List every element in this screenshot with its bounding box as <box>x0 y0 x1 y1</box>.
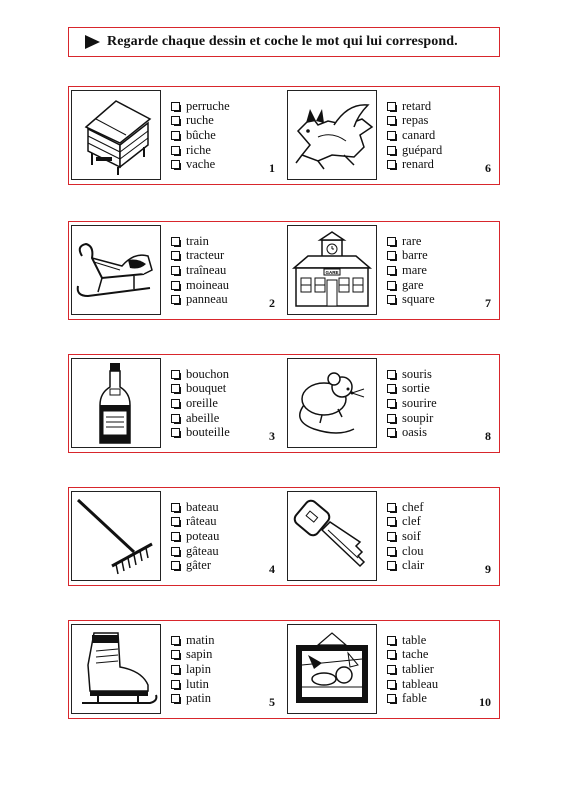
option[interactable]: matin <box>171 633 214 648</box>
option[interactable]: bateau <box>171 500 219 515</box>
checkbox-icon[interactable] <box>171 547 180 556</box>
option[interactable]: bouchon <box>171 367 230 382</box>
rake-picture <box>71 491 161 581</box>
option[interactable]: vache <box>171 157 230 172</box>
instruction-box <box>68 27 500 57</box>
exercise-number: 1 <box>269 161 275 175</box>
exercise-number: 7 <box>485 296 491 310</box>
checkbox-icon[interactable] <box>387 665 396 674</box>
checkbox-icon[interactable] <box>387 370 396 379</box>
exercise-3 <box>69 355 285 452</box>
option[interactable]: tache <box>387 648 438 663</box>
option[interactable]: chef <box>387 500 424 515</box>
option[interactable]: clef <box>387 515 424 530</box>
option[interactable]: moineau <box>171 278 229 293</box>
bottle-picture <box>71 358 161 448</box>
option[interactable]: poteau <box>171 529 219 544</box>
option[interactable]: sourire <box>387 396 437 411</box>
checkbox-icon[interactable] <box>387 547 396 556</box>
option[interactable]: oreille <box>171 396 230 411</box>
exercise-1 <box>69 87 285 184</box>
exercise-number: 5 <box>269 695 275 709</box>
option[interactable]: guépard <box>387 143 442 158</box>
arrow-icon <box>85 35 100 49</box>
fox-icon <box>288 91 376 179</box>
option[interactable]: clou <box>387 544 424 559</box>
option[interactable]: lapin <box>171 662 214 677</box>
option[interactable]: gâteau <box>171 544 219 559</box>
option[interactable]: tablier <box>387 662 438 677</box>
mouse-icon <box>288 359 376 447</box>
option[interactable]: bouteille <box>171 425 230 440</box>
checkbox-icon[interactable] <box>171 428 180 437</box>
checkbox-icon[interactable] <box>171 116 180 125</box>
checkbox-icon[interactable] <box>171 266 180 275</box>
checkbox-icon[interactable] <box>171 650 180 659</box>
framed-painting-icon <box>288 625 376 713</box>
checkbox-icon[interactable] <box>171 146 180 155</box>
checkbox-icon[interactable] <box>171 636 180 645</box>
option[interactable]: gâter <box>171 558 219 573</box>
checkbox-icon[interactable] <box>387 251 396 260</box>
option[interactable]: tableau <box>387 677 438 692</box>
checkbox-icon[interactable] <box>387 503 396 512</box>
checkbox-icon[interactable] <box>171 102 180 111</box>
ice-skate-icon <box>72 625 160 713</box>
option[interactable]: râteau <box>171 515 219 530</box>
key-picture <box>287 491 377 581</box>
checkbox-icon[interactable] <box>387 295 396 304</box>
framed-painting-picture <box>287 624 377 714</box>
exercise-row <box>68 487 500 586</box>
beehive-picture <box>71 90 161 180</box>
exercise-7 <box>285 222 501 319</box>
option[interactable]: renard <box>387 157 442 172</box>
checkbox-icon[interactable] <box>171 503 180 512</box>
checkbox-icon[interactable] <box>387 384 396 393</box>
option[interactable]: perruche <box>171 99 230 114</box>
checkbox-icon[interactable] <box>387 146 396 155</box>
exercise-number: 2 <box>269 296 275 310</box>
option[interactable]: clair <box>387 558 424 573</box>
checkbox-icon[interactable] <box>387 281 396 290</box>
ice-skate-picture <box>71 624 161 714</box>
exercise-9 <box>285 488 501 585</box>
beehive-icon <box>72 91 160 179</box>
mouse-picture <box>287 358 377 448</box>
option[interactable]: patin <box>171 691 214 706</box>
option[interactable]: canard <box>387 128 442 143</box>
exercise-number: 9 <box>485 562 491 576</box>
option[interactable]: gare <box>387 278 435 293</box>
instruction-text: Regarde chaque dessin et coche le mot qui lui correspond. <box>107 34 458 49</box>
exercise-row <box>68 620 500 719</box>
checkbox-icon[interactable] <box>387 636 396 645</box>
option[interactable]: sortie <box>387 382 437 397</box>
fox-picture <box>287 90 377 180</box>
option[interactable]: soif <box>387 529 424 544</box>
checkbox-icon[interactable] <box>387 680 396 689</box>
exercise-5 <box>69 621 285 718</box>
key-icon <box>288 492 376 580</box>
option[interactable]: square <box>387 292 435 307</box>
checkbox-icon[interactable] <box>387 160 396 169</box>
exercise-number: 4 <box>269 562 275 576</box>
checkbox-icon[interactable] <box>387 399 396 408</box>
checkbox-icon[interactable] <box>387 237 396 246</box>
checkbox-icon[interactable] <box>171 370 180 379</box>
option[interactable]: rare <box>387 234 435 249</box>
checkbox-icon[interactable] <box>171 160 180 169</box>
exercise-row <box>68 86 500 185</box>
train-station-picture <box>287 225 377 315</box>
exercise-row <box>68 221 500 320</box>
option[interactable]: table <box>387 633 438 648</box>
exercise-6 <box>285 87 501 184</box>
checkbox-icon[interactable] <box>171 532 180 541</box>
checkbox-icon[interactable] <box>171 665 180 674</box>
option[interactable]: retard <box>387 99 442 114</box>
checkbox-icon[interactable] <box>387 561 396 570</box>
checkbox-icon[interactable] <box>387 131 396 140</box>
exercise-number: 10 <box>479 695 491 709</box>
exercise-number: 8 <box>485 429 491 443</box>
checkbox-icon[interactable] <box>171 251 180 260</box>
bottle-icon <box>72 359 160 447</box>
checkbox-icon[interactable] <box>171 680 180 689</box>
option[interactable]: mare <box>387 263 435 278</box>
option[interactable]: lutin <box>171 677 214 692</box>
option[interactable]: soupir <box>387 411 437 426</box>
checkbox-icon[interactable] <box>171 517 180 526</box>
option[interactable]: repas <box>387 114 442 129</box>
checkbox-icon[interactable] <box>387 266 396 275</box>
station-sign-text: GARE <box>325 270 339 276</box>
option[interactable]: tracteur <box>171 249 229 264</box>
option[interactable]: oasis <box>387 425 437 440</box>
checkbox-icon[interactable] <box>171 694 180 703</box>
checkbox-icon[interactable] <box>387 517 396 526</box>
checkbox-icon[interactable] <box>171 561 180 570</box>
checkbox-icon[interactable] <box>387 116 396 125</box>
checkbox-icon[interactable] <box>387 102 396 111</box>
exercise-2 <box>69 222 285 319</box>
exercise-10 <box>285 621 501 718</box>
exercise-row <box>68 354 500 453</box>
option[interactable]: abeille <box>171 411 230 426</box>
option[interactable]: fable <box>387 691 438 706</box>
rake-icon <box>72 492 160 580</box>
checkbox-icon[interactable] <box>171 384 180 393</box>
option[interactable]: ruche <box>171 114 230 129</box>
option[interactable]: panneau <box>171 292 229 307</box>
option[interactable]: bouquet <box>171 382 230 397</box>
option[interactable]: souris <box>387 367 437 382</box>
checkbox-icon[interactable] <box>387 532 396 541</box>
option[interactable]: train <box>171 234 229 249</box>
exercise-4 <box>69 488 285 585</box>
checkbox-icon[interactable] <box>387 414 396 423</box>
option[interactable]: bûche <box>171 128 230 143</box>
option[interactable]: sapin <box>171 648 214 663</box>
checkbox-icon[interactable] <box>171 414 180 423</box>
option[interactable]: barre <box>387 249 435 264</box>
exercise-8 <box>285 355 501 452</box>
train-station-icon <box>288 226 376 314</box>
exercise-number: 6 <box>485 161 491 175</box>
checkbox-icon[interactable] <box>171 399 180 408</box>
sled-icon <box>72 226 160 314</box>
sled-picture <box>71 225 161 315</box>
checkbox-icon[interactable] <box>387 650 396 659</box>
checkbox-icon[interactable] <box>171 281 180 290</box>
option[interactable]: traîneau <box>171 263 229 278</box>
checkbox-icon[interactable] <box>171 295 180 304</box>
exercise-number: 3 <box>269 429 275 443</box>
checkbox-icon[interactable] <box>387 694 396 703</box>
checkbox-icon[interactable] <box>171 131 180 140</box>
option[interactable]: riche <box>171 143 230 158</box>
checkbox-icon[interactable] <box>171 237 180 246</box>
checkbox-icon[interactable] <box>387 428 396 437</box>
